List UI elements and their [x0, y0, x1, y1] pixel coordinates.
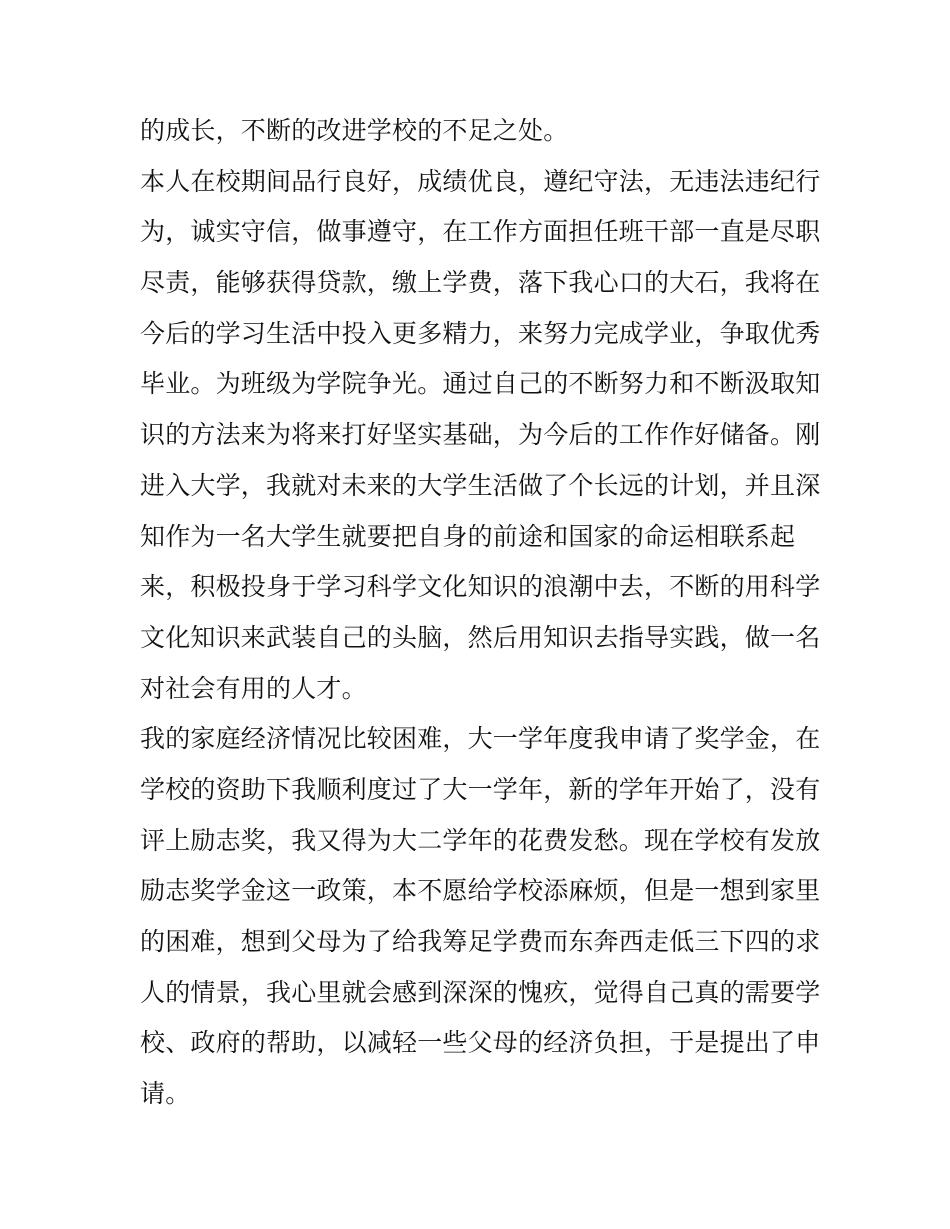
text-line: 文化知识来武装自己的头脑，然后用知识去指导实践，做一名	[140, 622, 821, 652]
text-line: 评上励志奖，我又得为大二学年的花费发愁。现在学校有发放	[140, 825, 821, 855]
text-line: 为，诚实守信，做事遵守，在工作方面担任班干部一直是尽职	[140, 217, 821, 247]
text-line: 的困难，想到父母为了给我筹足学费而东奔西走低三下四的求	[140, 927, 821, 956]
text-line: 识的方法来为将来打好坚实基础，为今后的工作作好储备。刚	[140, 420, 821, 450]
text-line: 的成长，不断的改进学校的不足之处。	[140, 116, 569, 145]
text-line: 学校的资助下我顺利度过了大一学年，新的学年开始了，没有	[140, 774, 821, 804]
text-line: 人的情景，我心里就会感到深深的愧疚，觉得自己真的需要学	[140, 977, 821, 1007]
text-line: 校、政府的帮助，以减轻一些父母的经济负担，于是提出了申	[140, 1028, 821, 1058]
text-line: 来，积极投身于学习科学文化知识的浪潮中去，不断的用科学	[140, 572, 821, 602]
text-line: 对社会有用的人才。	[140, 673, 367, 703]
body-text	[140, 106, 820, 1120]
text-line: 我的家庭经济情况比较困难，大一学年度我申请了奖学金，在	[140, 724, 821, 754]
text-line: 尽责，能够获得贷款，缴上学费，落下我心口的大石，我将在	[140, 268, 821, 298]
text-line: 励志奖学金这一政策，本不愿给学校添麻烦，但是一想到家里	[140, 876, 821, 906]
text-line: 毕业。为班级为学院争光。通过自己的不断努力和不断汲取知	[140, 369, 821, 399]
text-line: 本人在校期间品行良好，成绩优良，遵纪守法，无违法违纪行	[140, 166, 821, 196]
text-line: 知作为一名大学生就要把自身的前途和国家的命运相联系起	[140, 521, 796, 551]
text-line: 今后的学习生活中投入更多精力，来努力完成学业，争取优秀	[140, 318, 821, 348]
text-line: 进入大学，我就对未来的大学生活做了个长远的计划，并且深	[140, 470, 821, 500]
text-line: 请。	[140, 1079, 191, 1109]
